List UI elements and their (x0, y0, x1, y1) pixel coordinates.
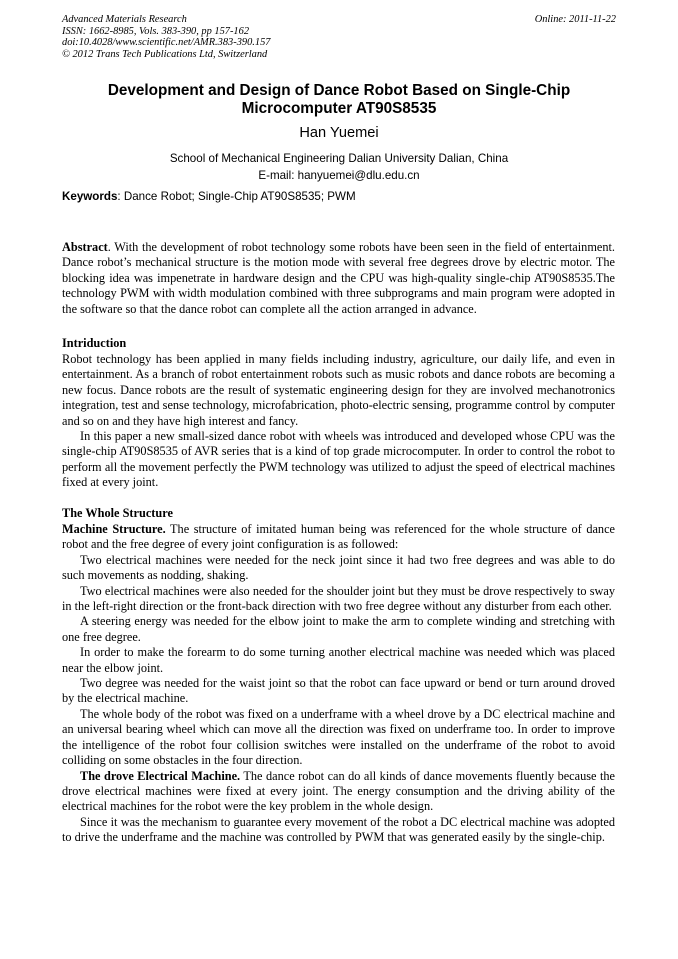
abstract-label: Abstract (62, 240, 108, 254)
author-affiliation-block (62, 150, 616, 184)
whole-structure-body (62, 522, 615, 846)
abstract (62, 240, 615, 317)
doi-line: doi:10.4028/www.scientific.net/AMR.383-390.157 (62, 37, 271, 49)
paragraph: A steering energy was needed for the elbow joint to make the arm to complete winding and stretching with one free degree. (62, 614, 615, 644)
author-email: E-mail: hanyuemei@dlu.edu.cn (258, 169, 420, 182)
paragraph: Machine Structure. The structure of imitated human being was referenced for the whole structure of dance robot and the free degree of every joint configuration is as followed: (62, 522, 615, 552)
paragraph: Since it was the mechanism to guarantee every movement of the robot a DC electrical machine was adopted to drive the underframe and the machine was controlled by PWM that was generated easily by the single-chip. (62, 814, 615, 845)
paragraph: The whole body of the robot was fixed on a underframe with a wheel drove by a DC electrical machine and an universal bearing wheel which can move all the direction was fixed on underframe too. In order to improve the intelligence of the robot four collision switches were installed on the underframe of the robot to avoid colliding on some obstacles in the four direction. (62, 706, 615, 768)
affiliation: School of Mechanical Engineering Dalian University Dalian, China (169, 152, 509, 165)
paragraph: Two electrical machines were also needed for the shoulder joint but they must be drove respectively to sway in the left-right direction or the front-back direction with two free degree without any disturber from each other. (62, 583, 615, 614)
journal-name: Advanced Materials Research (62, 14, 187, 25)
paragraph: In order to make the forearm to do some turning another electrical machine was needed which was placed near the elbow joint. (62, 645, 615, 675)
paper-title (62, 82, 616, 118)
section-heading-whole-structure: The Whole Structure (62, 506, 173, 520)
keywords-text: : Dance Robot; Single-Chip AT90S8535; PWM (117, 190, 356, 203)
subheading-drove-electrical-machine: The drove Electrical Machine. (80, 768, 241, 783)
keywords-label: Keywords (62, 190, 118, 203)
subheading-machine-structure: Machine Structure. (62, 522, 166, 536)
keywords (62, 189, 616, 204)
paragraph: Two degree was needed for the waist joint so that the robot can face upward or bend or turn around droved by the electrical machine. (62, 676, 615, 706)
paragraph: The drove Electrical Machine. The dance robot can do all kinds of dance movements fluently because the drove electrical machines were fixed at every joint. The energy consumption and the driving ability of the electrical machines for the robot were the key problem in the whole design. (62, 768, 615, 814)
paragraph: Robot technology has been applied in many fields including industry, agriculture, our daily life, and even in entertainment. As a branch of robot entertainment robots such as music robots and dance robots are becoming a new focus. Dance robots are the result of systematic engineering design for they are involved mechanotronics integration, test and sense technology, microfabrication, photo-electric sensing, programme control by computer and so on and they have high interest and fancy. (62, 352, 615, 428)
title-line-1: Development and Design of Dance Robot Based on Single-Chip (107, 82, 571, 99)
journal-header (62, 14, 270, 60)
author-name: Han Yuemei (299, 125, 379, 141)
introduction-body (62, 352, 615, 491)
issn-line: ISSN: 1662-8985, Vols. 383-390, pp 157-162 (62, 25, 250, 37)
title-line-2: Microcomputer AT90S8535 (241, 100, 437, 117)
paragraph: Two electrical machines were needed for the neck joint since it had two free degrees and was able to do such movements as nodding, shaking. (62, 552, 615, 583)
copyright-line: © 2012 Trans Tech Publications Ltd, Switzerland (62, 48, 268, 60)
abstract-text: . With the development of robot technology some robots have been seen in the field of entertainment. Dance robot’s mechanical structure is the motion mode with several free degrees drove by electric motor. The blocking idea was impenetrate in hardware design and the CPU was high-quality single-chip AT90S8535.The technology PWM with width modulation combined with three subprograms and main program were adopted in the software so that the dance robot can complete all the action arranged in advance. (62, 240, 615, 316)
paragraph: In this paper a new small-sized dance robot with wheels was introduced and developed whose CPU was the single-chip AT90S8535 of AVR series that is a kind of top grade microcomputer. In order to control the robot to perform all the movement perfectly the PWM technology was utilized to adjust the speed of electrical machines fixed at every joint. (62, 429, 615, 490)
section-heading-introduction: Intriduction (62, 336, 127, 350)
online-date: Online: 2011-11-22 (534, 14, 616, 25)
